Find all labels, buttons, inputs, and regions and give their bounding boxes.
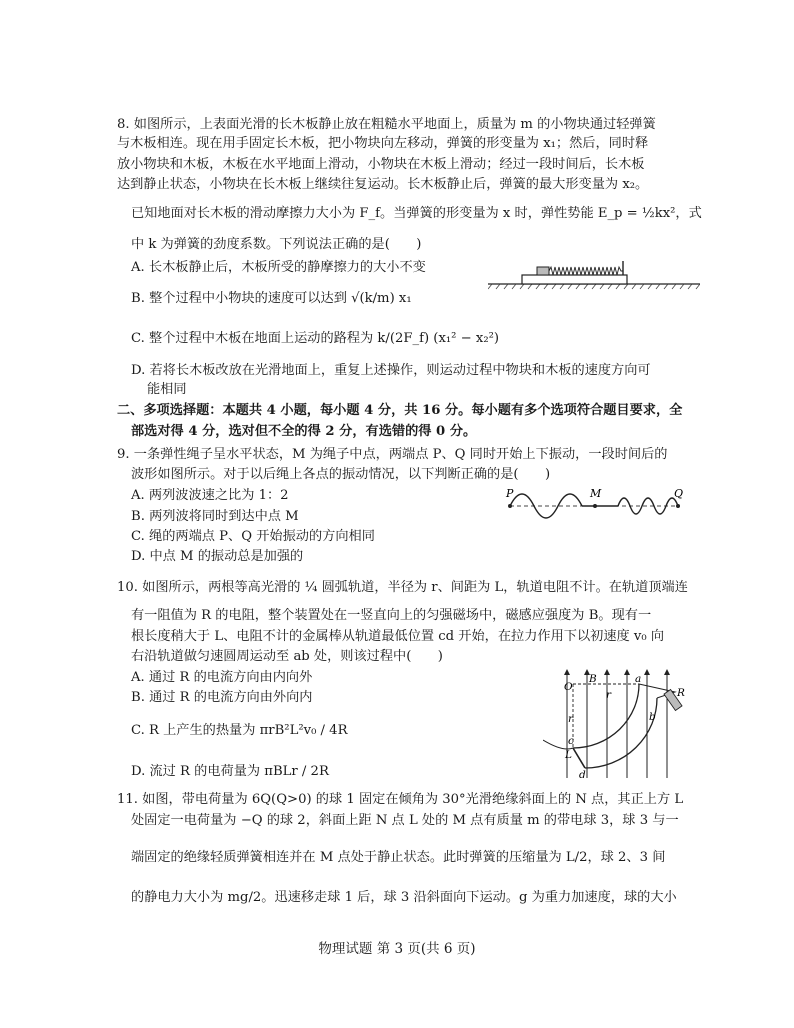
q10-option-a: A. 通过 R 的电流方向由内向外 [131,670,313,685]
q8-figure-board-spring [488,258,700,290]
q9-option-b: B. 两列波将同时到达中点 M [131,509,299,524]
q9-line-2: 波形如图所示。对于以后绳上各点的振动情况，以下判断正确的是( ) [131,467,551,482]
q10-label-b-field: B [589,673,597,685]
q8-option-d-cont: 能相同 [147,382,187,397]
q10-line-1: 10. 如图所示，两根等高光滑的 ¼ 圆弧轨道，半径为 r、间距为 L，轨道电阻不计。在轨道顶端连 [117,580,688,595]
q9-line-1: 9. 一条弹性绳子呈水平状态，M 为绳子中点，两端点 P、Q 同时开始上下振动，一段时间后的 [117,447,668,462]
q10-option-d: D. 流过 R 的电荷量为 πBLr / 2R [131,764,329,779]
q11-line-3: 端固定的绝缘轻质弹簧相连并在 M 点处于静止状态。此时弹簧的压缩量为 L/2，球 2、3 间 [131,850,666,865]
q10-label-d: d [579,769,586,780]
q8-option-b: B. 整个过程中小物块的速度可以达到 √(k/m) x₁ [131,291,412,306]
q10-label-r-top: r [606,689,612,701]
q11-line-1: 11. 如图，带电荷量为 6Q(Q>0) 的球 1 固定在倾角为 30°光滑绝缘斜面上的 N 点，其正上方 L [117,792,684,807]
q10-label-a: a [635,673,642,685]
q8-line-3: 放小物块和木板，木板在水平地面上滑动，小物块在木板上滑动；经过一段时间后，长木板 [117,157,645,172]
q10-figure-arc-rails [543,668,695,780]
q9-label-p: P [506,487,514,500]
q9-label-q: Q [674,487,684,500]
section2-heading-line-1: 二、多项选择题：本题共 4 小题，每小题 4 分，共 16 分。每小题有多个选项符合题目要求，全 [117,403,683,418]
q10-label-b-point: b [649,711,656,723]
q10-option-c: C. R 上产生的热量为 πrB²L²v₀ / 4R [131,723,348,738]
q8-option-a: A. 长木板静止后，木板所受的静摩擦力的大小不变 [131,260,426,275]
q8-line-1: 8. 如图所示，上表面光滑的长木板静止放在粗糙水平地面上，质量为 m 的小物块通过轻弹簧 [117,117,656,132]
q10-option-b: B. 通过 R 的电流方向由外向内 [131,690,313,705]
q10-label-resistor: R [677,687,685,699]
q9-label-m: M [590,487,602,500]
q10-line-4: 右沿轨道做匀速圆周运动至 ab 处，则该过程中( ) [131,649,443,664]
q8-line-5: 已知地面对长木板的滑动摩擦力大小为 F_f。当弹簧的形变量为 x 时，弹性势能 E_p = ½kx²，式 [131,206,702,221]
q9-option-c: C. 绳的两端点 P、Q 开始振动的方向相同 [131,529,375,544]
q10-label-r-side: r [568,713,574,725]
q10-line-2: 有一阻值为 R 的电阻，整个装置处在一竖直向上的匀强磁场中，磁感应强度为 B。现有一 [131,608,652,623]
q11-line-2: 处固定一电荷量为 −Q 的球 2，斜面上距 N 点 L 处的 M 点有质量 m 的带电球 3，球 3 与一 [131,813,679,828]
q11-line-4: 的静电力大小为 mg/2。迅速移走球 1 后，球 3 沿斜面向下运动。g 为重力加速度，球的大小 [131,890,677,905]
q10-label-c: c [568,735,574,747]
q8-option-d: D. 若将长木板改放在光滑地面上，重复上述操作，则运动过程中物块和木板的速度方向可 [131,363,651,378]
page-footer: 物理试题 第 3 页(共 6 页) [318,941,476,957]
q10-label-l: L [565,749,572,761]
q9-option-d: D. 中点 M 的振动总是加强的 [131,549,304,564]
q8-line-2: 与木板相连。现在用手固定长木板，把小物块向左移动，弹簧的形变量为 x₁；然后，同时释 [117,136,649,151]
q10-line-3: 根长度稍大于 L、电阻不计的金属棒从轨道最低位置 cd 开始，在拉力作用下以初速度 v₀ 向 [131,629,665,644]
q8-option-c: C. 整个过程中木板在地面上运动的路程为 k/(2F_f) (x₁² − x₂²) [131,331,500,346]
q8-line-6: 中 k 为弹簧的劲度系数。下列说法正确的是( ) [131,237,422,252]
section2-heading-line-2: 部选对得 4 分，选对但不全的得 2 分，有选错的得 0 分。 [131,424,477,439]
q9-option-a: A. 两列波波速之比为 1：2 [131,488,289,503]
q10-label-o: O [564,681,573,693]
q9-figure-waves [502,486,688,526]
q8-line-4: 达到静止状态，小物块在长木板上继续往复运动。长木板静止后，弹簧的最大形变量为 x₂。 [117,177,649,192]
